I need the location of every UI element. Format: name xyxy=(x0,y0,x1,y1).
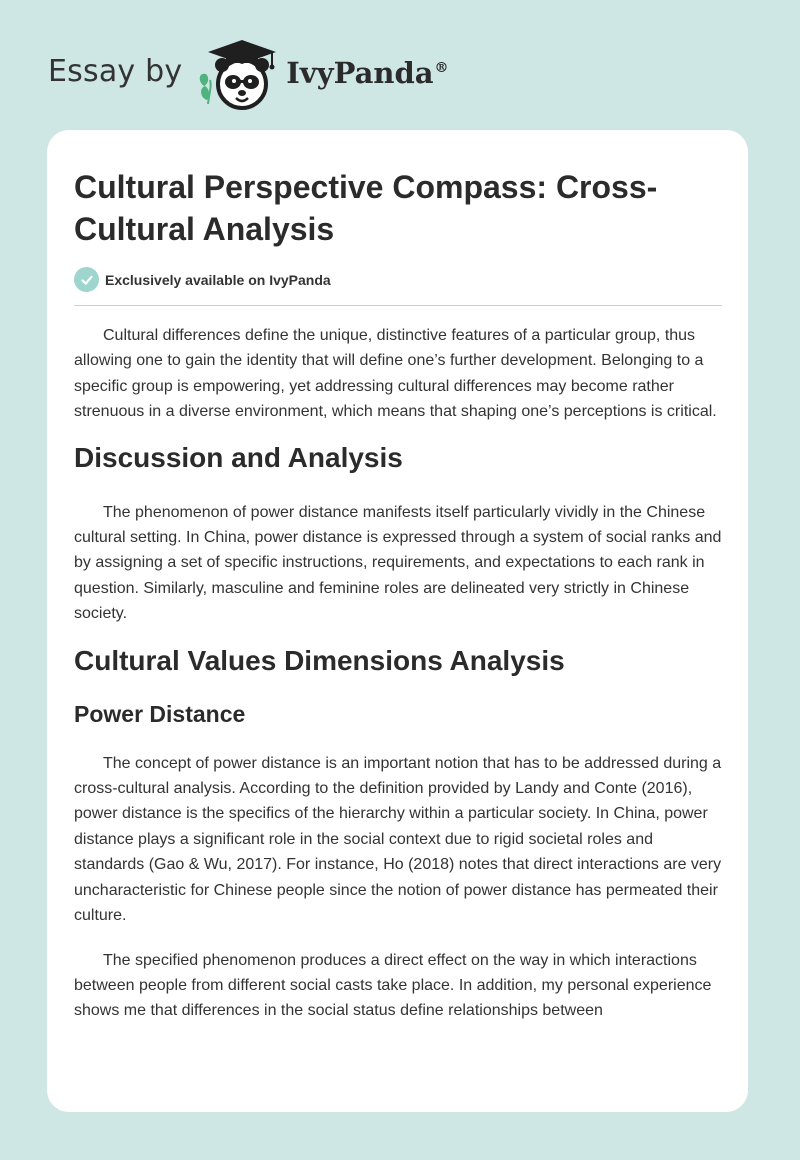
brand-header xyxy=(48,34,449,114)
registered-mark: ® xyxy=(434,60,449,77)
power-distance-paragraph-2: The specified phenomenon produces a direct effect on the way in which interactions between people from different social casts take place. In addition, my personal experience shows me that differences in the social status define relationships between xyxy=(74,951,712,1020)
intro-paragraph: Cultural differences define the unique, distinctive features of a particular group, thus allowing one to gain the identity that will define one’s further development. Belonging to a specific group is empowering, yet addressing cultural differences may become rather strenuous in a diverse environment, which means that shaping one’s perceptions is critical. xyxy=(74,327,717,421)
brand-name: IvyPanda® xyxy=(286,56,449,90)
section-heading-dimensions: Cultural Values Dimensions Analysis xyxy=(74,644,565,676)
exclusive-label: Exclusively available on IvyPanda xyxy=(105,271,331,288)
panda-graduate-icon xyxy=(196,34,282,114)
section-heading-discussion: Discussion and Analysis xyxy=(74,441,403,473)
essay-card xyxy=(47,130,748,1112)
brand-prefix: Essay by xyxy=(48,53,183,89)
power-distance-paragraph-1: The concept of power distance is an important notion that has to be addressed during a cross-cultural analysis. According to the definition provided by Landy and Conte (2016), power distance is the specifics of the hierarchy within a particular society. In China, power distance plays a significant role in the social context due to rigid societal roles and standards (Gao & Wu, 2017). For instance, Ho (2018) notes that direct interactions are very uncharacteristic for Chinese people since the notion of power distance has permeated their culture. xyxy=(74,754,722,925)
discussion-paragraph: The phenomenon of power distance manifests itself particularly vividly in the Chinese cultural setting. In China, power distance is expressed through a system of social ranks and by assigning a set of specific instructions, requirements, and expectations to each rank in question. Similarly, masculine and feminine roles are delineated very strictly in Chinese society. xyxy=(74,503,722,623)
exclusive-banner xyxy=(74,267,722,306)
essay-title: Cultural Perspective Compass: Cross-Cultural Analysis xyxy=(74,169,658,247)
check-icon xyxy=(74,267,99,292)
subheading-power-distance: Power Distance xyxy=(74,700,246,727)
